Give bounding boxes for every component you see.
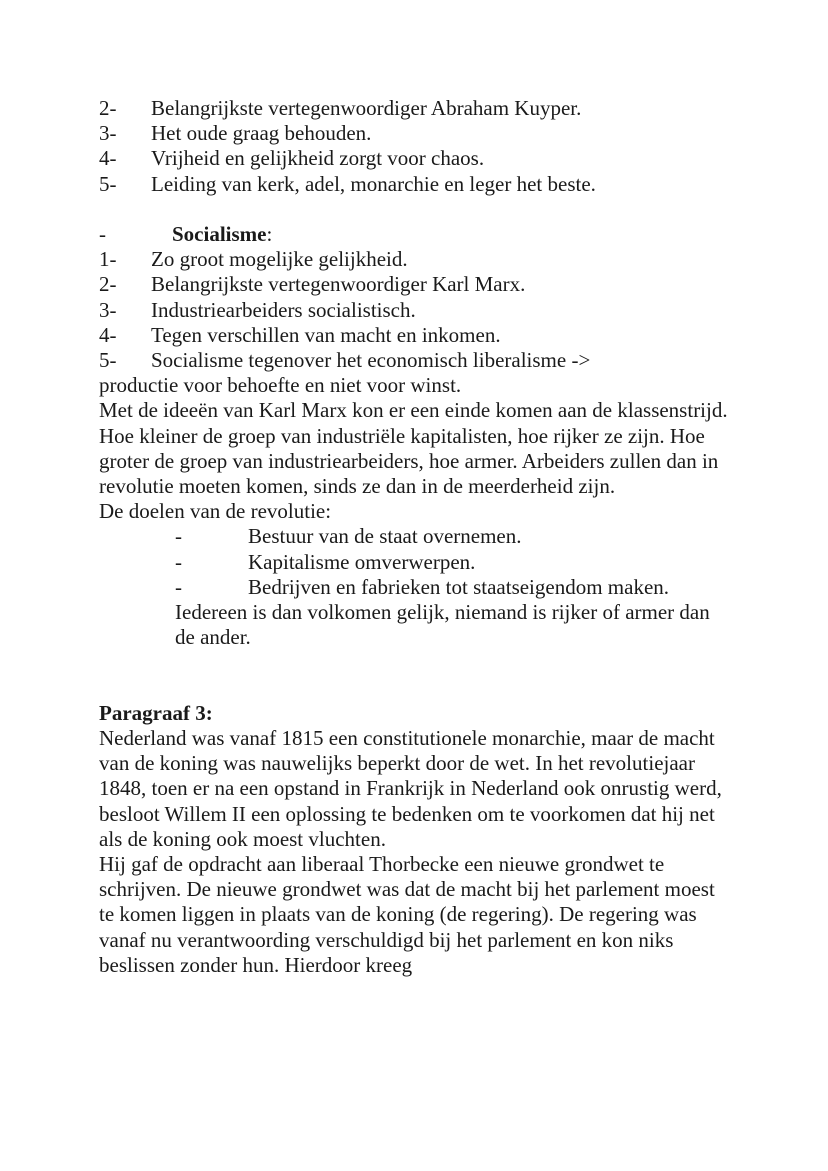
- bullet-marker: -: [175, 574, 182, 599]
- bullet-marker: -: [175, 549, 182, 574]
- list-marker: 1-: [99, 247, 117, 272]
- list-marker: 3-: [99, 297, 117, 322]
- list-item: [99, 96, 731, 121]
- socialism-heading-suffix: :: [266, 222, 273, 246]
- list-item-text: Leiding van kerk, adel, monarchie en leger het beste.: [151, 171, 596, 196]
- list-item-text: Belangrijkste vertegenwoordiger Abraham Kuyper.: [151, 96, 582, 120]
- list-item-text: Industriearbeiders socialistisch.: [151, 297, 416, 322]
- socialism-list: [99, 247, 731, 398]
- list-item-text: Kapitalisme omverwerpen.: [248, 549, 476, 574]
- list-item-continuation: productie voor behoefte en niet voor winst.: [99, 373, 462, 398]
- document-body: [99, 96, 731, 978]
- list-item: [99, 575, 731, 600]
- list-item: [99, 348, 731, 373]
- list-marker: 3-: [99, 121, 117, 146]
- list-item-text: Zo groot mogelijke gelijkheid.: [151, 247, 408, 272]
- section-spacer: [99, 650, 731, 700]
- list-item: [99, 172, 731, 197]
- marx-paragraph: Met de ideeën van Karl Marx kon er een einde komen aan de klassenstrijd. Hoe kleiner de groep van industriële kapitalisten, hoe rijker ze zijn. Hoe groter de groep van industriearbeiders, hoe armer. Arbeiders zullen dan in revolutie moeten komen, sinds ze dan in de meerderheid zijn.: [99, 398, 728, 499]
- bullet-marker: -: [175, 524, 182, 549]
- list-marker: 4-: [99, 322, 117, 347]
- list-item: [99, 550, 731, 575]
- socialism-heading: [99, 222, 731, 247]
- paragraph3-body-first: Nederland was vanaf 1815 een constitutionele monarchie, maar de macht van de koning was nauwelijks beperkt door de wet. In het revolutiejaar 1848, toen er na een opstand in Frankrijk in Nederland ook onrustig werd, besloot Willem II een oplossing te bedenken om te voorkomen dat hij net als de koning ook moest vluchten.: [99, 726, 722, 851]
- paragraph3-body-second: Hij gaf de opdracht aan liberaal Thorbecke een nieuwe grondwet te schrijven. De nieuwe grondwet was dat de macht bij het parlement moest te komen liggen in plaats van de koning (de regering). De regering was vanaf nu verantwoording verschuldigd bij het parlement en kon niks beslissen zonder hun. Hierdoor kreeg: [99, 852, 715, 977]
- section-spacer: [99, 197, 731, 222]
- list-item: [99, 298, 731, 323]
- list-marker: 4-: [99, 146, 117, 171]
- goals-intro: De doelen van de revolutie:: [99, 499, 332, 524]
- list-marker: 2-: [99, 272, 117, 297]
- list-item: [99, 121, 731, 146]
- bullet-marker: -: [99, 222, 106, 246]
- list-item-text: Tegen verschillen van macht en inkomen.: [151, 322, 501, 347]
- list-item: [99, 524, 731, 549]
- list-item: [99, 146, 731, 171]
- goals-conclusion: Iedereen is dan volkomen gelijk, niemand is rijker of armer dan de ander.: [175, 600, 710, 650]
- list-item: [99, 247, 731, 272]
- list-item: [99, 323, 731, 348]
- revolution-goals-list: [99, 524, 731, 600]
- conservatism-list: [99, 96, 731, 197]
- page-title: Paragraaf 3:: [99, 700, 213, 725]
- list-marker: 2-: [99, 96, 117, 120]
- list-item-text: Bedrijven en fabrieken tot staatseigendom maken.: [248, 574, 670, 599]
- socialism-heading-label: Socialisme: [172, 222, 267, 246]
- list-item-text: Het oude graag behouden.: [151, 121, 372, 146]
- list-marker: 5-: [99, 171, 117, 196]
- list-item-text: Belangrijkste vertegenwoordiger Karl Marx.: [151, 272, 526, 297]
- list-item: [99, 272, 731, 297]
- list-marker: 5-: [99, 348, 117, 373]
- list-item-text: Bestuur van de staat overnemen.: [248, 524, 522, 549]
- list-item-text: Vrijheid en gelijkheid zorgt voor chaos.: [151, 146, 485, 171]
- list-item-text: Socialisme tegenover het economisch liberalisme ->: [151, 348, 591, 373]
